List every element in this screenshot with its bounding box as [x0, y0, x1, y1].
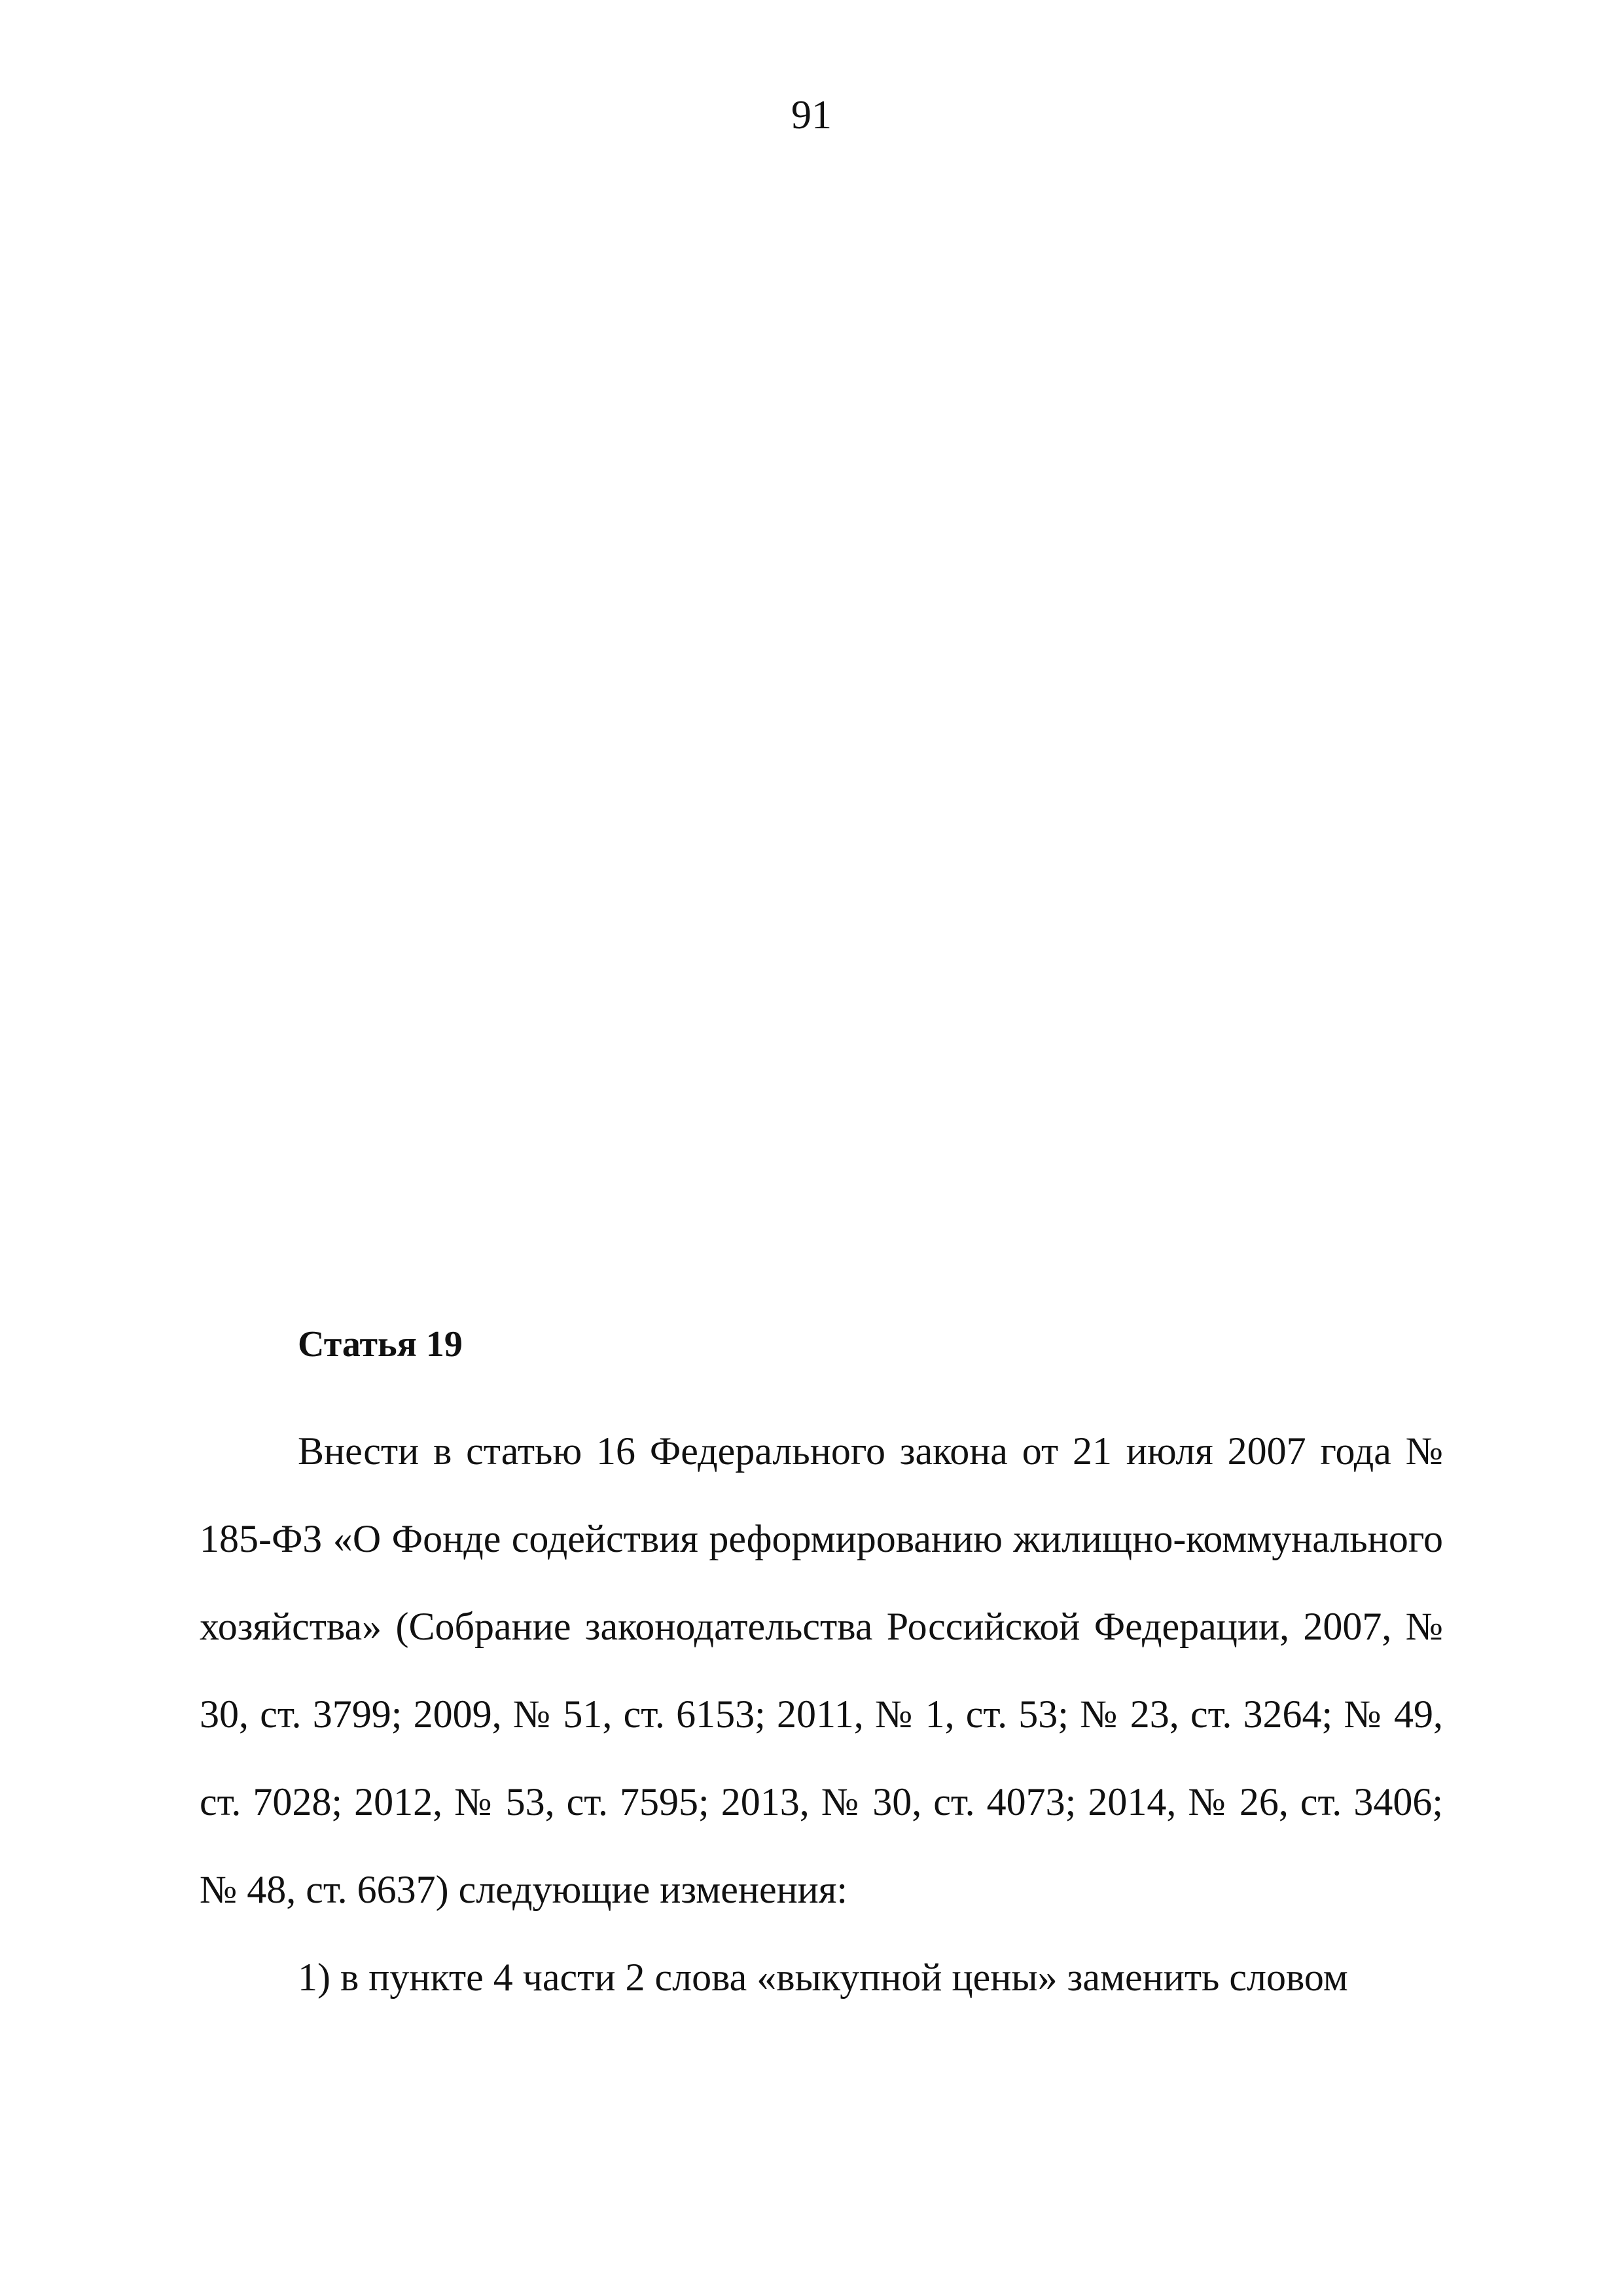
page-number: 91	[791, 93, 832, 137]
article-body	[200, 1407, 1443, 2021]
article-heading: Статья 19	[298, 1324, 463, 1365]
paragraph-item-1: 1) в пункте 4 части 2 слова «выкупной цены» заменить словом	[298, 1956, 1348, 1999]
paragraph-intro: Внести в статью 16 Федерального закона от 21 июля 2007 года № 185-ФЗ «О Фонде содействия реформированию жилищно-коммунального хозяйства» (Собрание законодательства Российской Федерации, 2007, № 30, ст. 3799; 2009, № 51, ст. 6153; 2011, № 1, ст. 53; № 23, ст. 3264; № 49, ст. 7028; 2012, № 53, ст. 7595; 2013, № 30, ст. 4073; 2014, № 26, ст. 3406; № 48, ст. 6637) следующие изменения:	[200, 1429, 1443, 1911]
